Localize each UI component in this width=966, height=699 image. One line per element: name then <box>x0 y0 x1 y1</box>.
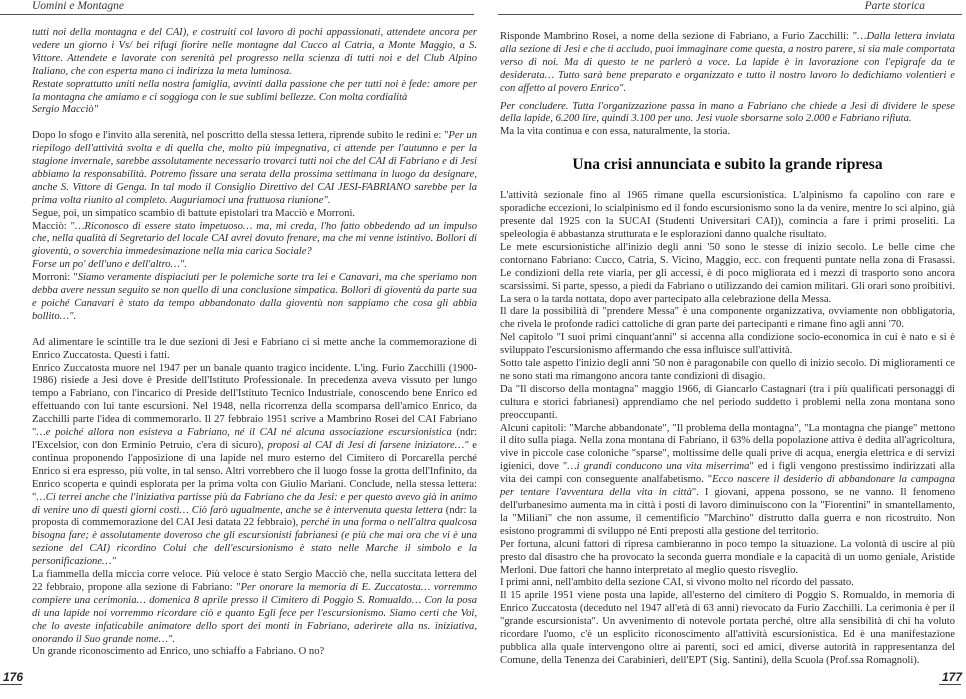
paragraph <box>500 31 955 96</box>
text-run: Per fortuna, alcuni fattori di ripresa cambieranno in poco tempo la situazione. La volontà di uscire al più presto dal disastro che ha provocato la seconda guerra mondiale e la capacità di un uomo geniale, Aristide Merloni. Due fattori che hanno interpretato al meglio questo risveglio. <box>500 538 955 576</box>
paragraph <box>32 130 477 207</box>
text-run: Alcuni capitoli: "Marche abbandonate", "Il problema della montagna", "La montagna che piange" mettono il dito sulla piaga. Nella zona montana di Fabriano, il 63% della popolazione attiva è dedita all'agricoltura, vive in piccole case coloniche "sparse", moltissime delle quali prive di acqua, energia elettrica e di servizi igienici, dove " <box>500 422 955 473</box>
text-run: Sotto tale aspetto l'inizio degli anni '50 non è paragonabile con quello di inizio secolo. Di miglioramenti ce ne sono stati ma rimangono ancora tante condizioni di disagio. <box>500 358 955 382</box>
paragraph <box>500 242 955 307</box>
header-rule <box>498 14 962 15</box>
italic-quote: Per concludere. Tutta l'organizzazione passa in mano a Fabriano che chiede a Jesi di dividere le spese della lapide, 6.200 lire, quindi 3.100 per uno. Jesi vuole sborsarne solo 2.000 e Fabriano rifiuta. <box>500 100 955 125</box>
text-block <box>500 190 955 668</box>
page-number: 177 <box>942 670 963 684</box>
paragraph <box>32 27 477 79</box>
section-title: Una crisi annunciata e subito la grande ripresa <box>572 156 883 174</box>
italic-quote: Siamo veramente dispiaciuti per le polemiche sorte tra lei e Canavari, ma che speriamo non debba avere nessun seguito se non quello di una conclusione simpatica. Bollori di gioventù da parte sua e poiché Canavari è stato da tempo abbandonato dalla gioventù non sappiamo che cosa gli abbia bollito…". <box>32 272 477 322</box>
italic-quote: …i grandi conducono una vita miserrima <box>567 461 750 473</box>
text-run: Un grande riconoscimento ad Enrico, uno schiaffo a Fabriano. O no? <box>32 646 325 658</box>
text-run: e continua proponendo l'apposizione di una lapide nel muro esterno del Cimitero di Porcarella perché Enrico si era espresso, più volte, in tal senso. Altri vorrebbero che il luogo fosse la grotta dell'Infinito, da Enrico scoperta e quindi esplorata per la prima volta con Giulio Mariani. Conclude, nella stessa lettera: " <box>32 439 477 503</box>
italic-quote: Forse un po' dell'uno e dell'altro…". <box>32 259 188 271</box>
paragraph <box>32 569 477 646</box>
body-text <box>32 27 477 659</box>
italic-quote: Ecco nascere il desiderio di abbandonare la campagna per tentare l'avventura della vita in città <box>500 474 955 499</box>
text-run: Ad alimentare le scintille tra le due sezioni di Jesi e Fabriano ci si mette anche la commemorazione di Enrico Zuccatosta. Questi i fatti. <box>32 336 477 361</box>
paragraph <box>500 423 955 539</box>
text-run: Risponde Mambrino Rosei, a nome della sezione di Fabriano, a Furio Zacchilli: " <box>500 31 858 42</box>
paragraph <box>32 104 477 117</box>
paragraph <box>500 190 955 242</box>
text-run: (ndr: la proposta di commemorazione del CAI Jesi datata 22 febbraio), <box>32 504 477 529</box>
text-run: Dopo lo sfogo e l'invito alla serenità, nel poscritto della stessa lettera, riprende subito le redini e: " <box>32 130 449 142</box>
paragraph <box>32 208 477 221</box>
text-run: Nel capitolo "I suoi primi cinquant'anni" si accenna alla condizione socio-economica in cui è nato e si è sviluppato l'escursionismo affermando che essa influisce sull'attività. <box>500 332 955 357</box>
paragraph <box>500 332 955 358</box>
text-run: L'attività sezionale fino al 1965 rimane quella escursionistica. L'alpinismo fa capolino con rare e sporadiche eccezioni, lo scialpinismo ed il fondo escursionismo sono la da venire, mentre lo sci alpino, già presente dal 1925 con la SUCAI (Studenti Universitari CAI)), comincia a fare i primi proseliti. La speleologia è abbastanza strutturata e le esplorazioni danno qualche risultato. <box>500 190 955 240</box>
paragraph <box>32 646 477 659</box>
text-run: Macciò: " <box>32 220 75 232</box>
text-run: Morroni: " <box>32 272 78 284</box>
paragraph <box>500 577 955 590</box>
paragraph <box>32 337 477 363</box>
paragraph <box>500 101 955 127</box>
text-run: " ed i figli vengono prestissimo indirizzati alla vita dei campi con conseguente analfabetismo. " <box>500 461 955 486</box>
italic-quote: …Dalla lettera inviata alla sezione di Jesi e che ti accludo, puoi immaginare come questa, a nostro parere, si sia male comportata verso di noi. Ma di questo te ne parlerò a voce. La lapide è in lavorazione con l'epigrafe da te desiderata… Tutto sarà bene preparato e organizzato e tutto il nostro lavoro lo dedichiamo volentieri e con affetto al povero Enrico". <box>500 31 955 94</box>
italic-quote: Per onorare la memoria di E. Zuccatosta… vorremmo compiere una cerimonia… domenica 8 aprile presso il Cimitero di Poggio S. Romualdo… Con la posa di una lapide noi vorremmo ricordare ciò e quanto Egli fece per l'escursionismo. Siamo certi che Voi, che lo aveste infaticabile animatore dello sport dei monti in Fabriano, aderirete alla ns. iniziativa, onorando il Suo grande nome…". <box>32 581 478 645</box>
italic-quote: Sergio Macciò" <box>32 104 99 116</box>
paragraph <box>500 358 955 384</box>
page-number-rule <box>0 684 22 685</box>
paragraph <box>500 126 955 139</box>
text-run: Da "Il discorso della montagna" maggio 1966, di Giancarlo Castagnari (tra i più qualificati personaggi di cultura e storici fabrianesi) apprendiamo che nel periodo suddetto i problemi nella zona montana sono preoccupanti. <box>500 383 955 421</box>
right-page <box>483 0 966 699</box>
italic-quote: …e poiché allora non esisteva a Fabriano, né il CAI né alcuna associazione escursionistica <box>36 427 452 439</box>
text-run: (ndr: l'Excelsior, con don Erminio Petruio, c'era di sicuro), <box>32 427 477 451</box>
paragraph <box>500 384 955 423</box>
paragraph <box>32 221 477 260</box>
italic-quote: …Ci terrei anche che l'iniziativa partisse più da Fabriano che da Jesi: e per questo avevo già in animo di venire uno di questi giorni costì… Ciò farò ugualmente, anche se è intervenuta questa lettera <box>32 491 477 516</box>
text-block <box>500 31 955 139</box>
page-number: 176 <box>3 670 24 684</box>
text-run: ". I giovani, appena possono, se ne vanno. Il fenomeno dell'urbanesimo aumenta ma in città i posti di lavoro diminuiscono con la "Fiorentini" in smantellamento, la "Miliani" che non assume, il cementificio "Marchino" distrutto dalla guerra e non ricostruito. Non esistono programmi di sviluppo né Enti preposti alla gestione del territorio. <box>500 487 955 537</box>
text-run: Il dare la possibilità di "prendere Messa" è una componente organizzativa, ovviamente non obbligatoria, che rivela le profonde radici cattoliche di gran parte dei partecipanti e rimane fino agli anni '70. <box>500 306 955 331</box>
italic-quote: …Riconosco di essere stato impetuoso… ma, mi creda, l'ho fatto obbedendo ad un impulso che, nella qualità di Segretario del locale CAI avrei dovuto frenare, ma che mi venne istintivo. Bollori di gioventù, o soverchia immedesimazione nella mia carica Sociale? <box>32 220 477 258</box>
text-run: Enrico Zuccatosta muore nel 1947 per un banale quanto tragico incidente. L'ing. Furio Zacchilli (1900-1986) risiede a Jesi dove è Preside dell'Istituto Professionale. In precedenza aveva vissuto per lungo tempo a Fabriano, con l'incarico di Preside dell'Istituto Tecnico Industriale, conoscendo bene Enrico ed effettuando con lui tante escursioni. Nel 1948, nella ricorrenza della scomparsa dell'amico Enrico, da Zacchilli parte l'idea di commemorarlo. Il 27 febbraio 1951 scrive a Mambrino Rosei del CAI Fabriano " <box>32 362 477 439</box>
header-rule <box>0 14 474 15</box>
italic-quote: Per un riepilogo dell'attività svolta e di quella che, molto più impegnativa, ci attende per l'autunno e per la stagione invernale, sarebbe assolutamente necessario trovarci tutti noi che del CAI di Fabriano e di Jesi abbiamo la responsabilità. Potremo fissare una serata della prossima settimana in luogo da designare, anche S. Vittore di Genga. In tal modo il Consiglio Direttivo del CAI JESI-FABRIANO sarebbe per la prima volta riunito al completo. Auguriamoci una fruttuosa riunione". <box>32 130 477 206</box>
text-run: I primi anni, nell'ambito della sezione CAI, si vivono molto nel ricordo del passato. <box>500 577 854 589</box>
text-run: Le mete escursionistiche all'inizio degli anni '50 sono le stesse di inizio secolo. Le belle cime che contornano Fabriano: Cucco, Catria, S. Vicino, Maggio, ecc. con frequenti puntate nella zona di Frasassi. Le condizioni della rete viaria, per gli accessi, è di poco migliorata ed i mezzi di trasporto sono ancora scarsissimi. Si parte, spesso, a piedi da Fabriano o utilizzando dei camion militari. Gli orari sono proibitivi. La sera o la tarda nottata, dopo aver partecipato alla celebrazione della Messa. <box>500 241 955 305</box>
paragraph <box>500 306 955 332</box>
text-run: Segue, poi, un simpatico scambio di battute epistolari tra Macciò e Morroni. <box>32 207 356 219</box>
page-number-rule <box>939 684 961 685</box>
italic-quote: Restate soprattutto uniti nella nostra famiglia, avvinti dalla passione che per tutti noi è fede: amore per la montagna che amiamo e ci soggioga con le sue sublimi bellezze. Con molta cordialità <box>32 78 477 103</box>
running-head: Parte storica <box>864 0 925 12</box>
paragraph <box>32 272 477 324</box>
text-run: Ma la vita continua e con essa, naturalmente, la storia. <box>500 126 731 138</box>
italic-quote: proposi al CAI di Jesi di farsene iniziatore…" <box>267 439 469 451</box>
running-head: Uomini e Montagne <box>32 0 124 12</box>
text-run: Il 15 aprile 1951 viene posta una lapide, all'esterno del cimitero di Poggio S. Romualdo, in memoria di Enrico Zuccatosta (deceduto nel 1947 all'età di 63 anni) rievocato da Furio Zacchilli. La cerimonia è per il "grande escursionista". Un avvenimento di notevole portata perché, oltre alla sensibilità di chi ha voluto ricordare l'uomo, c'è un esplicito riconoscimento all'attività escursionistica. Ed è una manifestazione pubblica alla quale intervengono oltre ai parenti, soci ed amici, diverse autorità in rappresentanza del Comune, della Tenenza dei Carabinieri, dell'EPT (Sig. Santini), della Scuola (Prof.ssa Romagnoli). <box>500 590 955 666</box>
paragraph <box>32 259 477 272</box>
body-text <box>500 31 955 668</box>
paragraph <box>500 590 955 667</box>
italic-quote: perché in una forma o nell'altra qualcosa bisogna fare; è assolutamente doveroso che gli escursionisti fabrianesi (e più che mai ora che vi è una sezione del CAI) ricordino Colui che dell'escursionismo è stato nelle Marche il simbolo e la personificazione…" <box>32 517 477 568</box>
text-run: La fiammella della miccia corre veloce. Più veloce è stato Sergio Macciò che, nella succitata lettera del 22 febbraio, propone alla sezione di Fabriano: " <box>32 569 477 593</box>
paragraph <box>500 539 955 578</box>
paragraph <box>32 363 477 570</box>
paragraph <box>32 79 477 105</box>
italic-quote: tutti noi della montagna e del CAI), e costruiti col lavoro di pochi appassionati, attendete ancora per vedere un giorno i Vs/ bei rifugi fiorire nelle montagne dal Cucco al Catria, a Monte Maggio, a S. Vittore. Attendete e lavorate con serenità pel progresso nella scienza di tutti noi e del Club Alpino Italiano, che con esperta mano ci indirizza la meta luminosa. <box>32 27 477 77</box>
